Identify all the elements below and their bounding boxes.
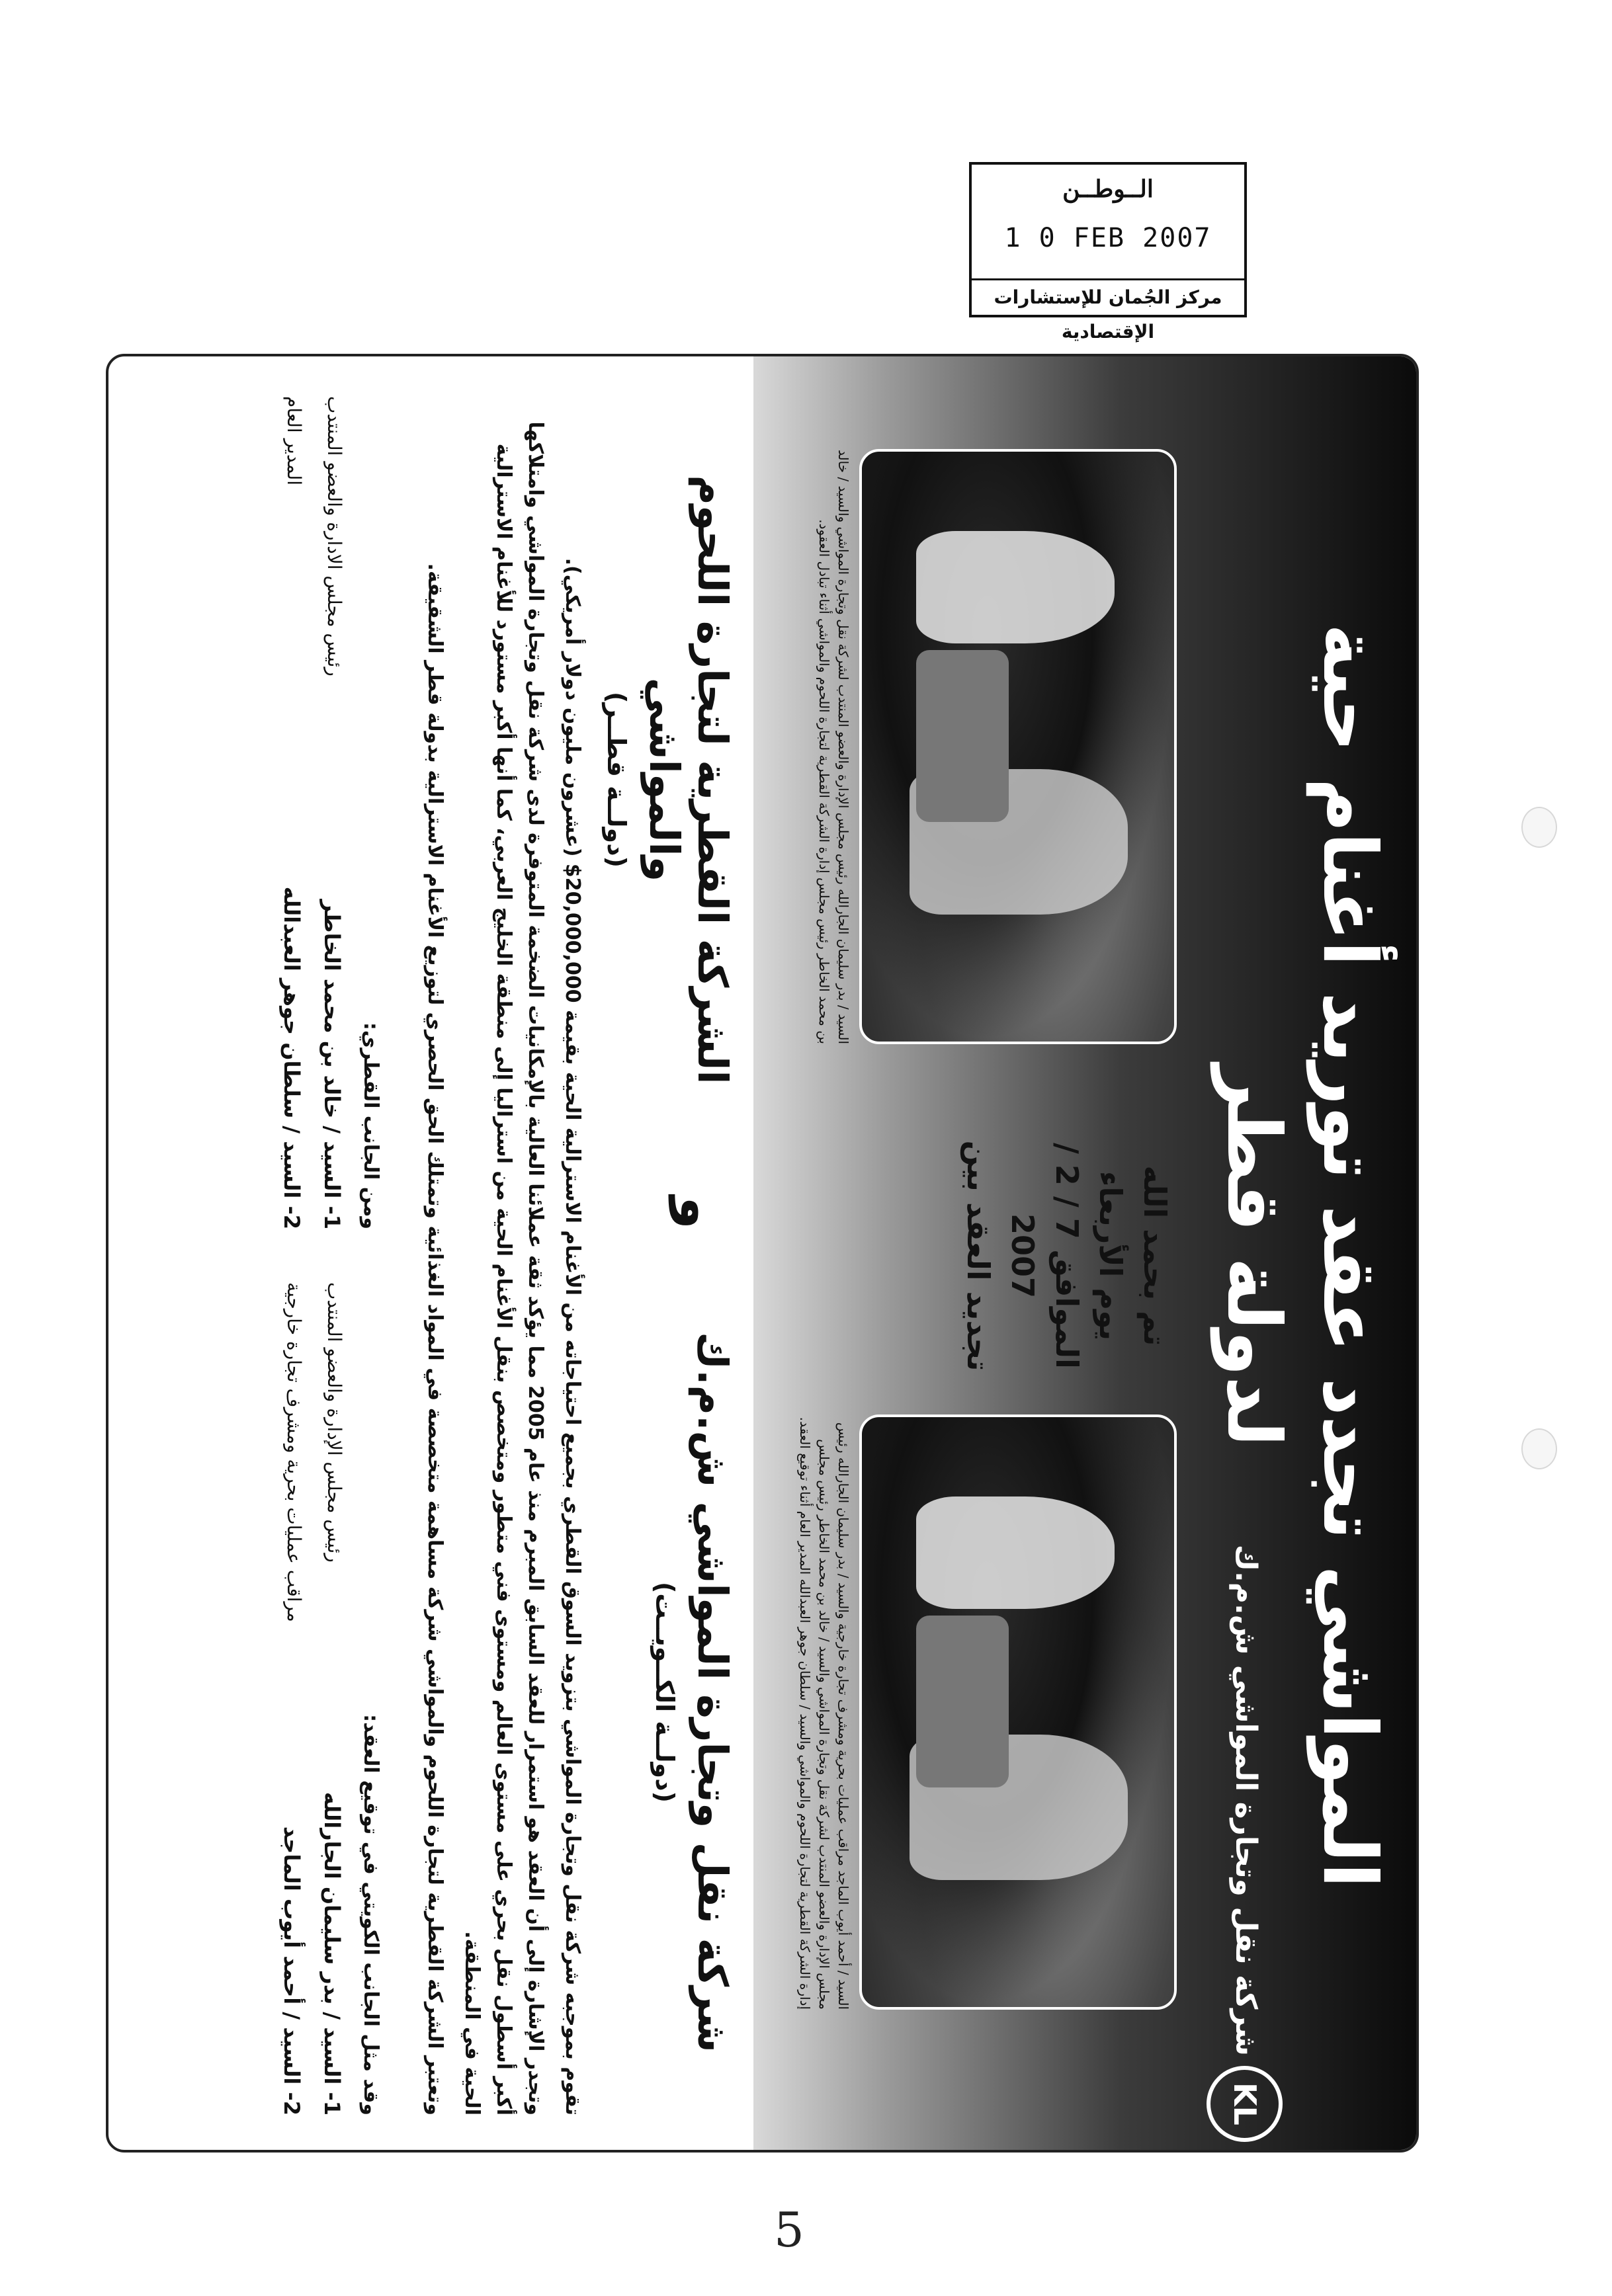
rep-row: [271, 396, 312, 1229]
contract-date-block: [956, 1137, 1177, 1375]
rep-name: 1- السيد / خالد بن محمد الخاطر: [319, 899, 345, 1229]
logo-emblem-icon: KL: [1207, 2066, 1283, 2142]
photo-exchanging-contracts: [859, 449, 1177, 1044]
company-kuwait-country: (دولــة الكــويــت): [650, 1581, 679, 1803]
rep-title: مراقب عمليات بحرية ومشرف تجارة خارجية: [283, 1282, 306, 1622]
photo-caption-right: السيد / أحمد أيوب الماجد مراقب عمليات بحرية ومشرف تجارة خارجية والسيد / بدر سليمان الجارالله رئيس مجلس الإدارة والعضو المنتدب لشركة نقل وتجارة المواشي والسيد / خالد بن محمد الخاطر رئيس مجلس إدارة الشركة القطرية لتجارة اللحوم والمواشي والسيد / سلطان جوهر العبدالله المدير العام أثناء توقيع العقد.: [797, 1416, 851, 2010]
kuwait-reps-intro: وقد مثل الجانب الكويتي في توقيع العقد:: [359, 1714, 382, 2115]
company-qatar: [602, 396, 737, 1163]
rep-title: رئيس مجلس الإدارة والعضو المنتدب: [323, 1282, 345, 1563]
article-body: [413, 396, 588, 2115]
logo-company-name: شركة نقل وتجارة المواشي ش.م.ك: [1229, 1544, 1263, 2056]
company-kuwait-name: شركة نقل وتجارة المواشي ش.م.ك: [689, 1332, 737, 2053]
rep-row: [312, 396, 352, 1229]
headline-line-1: المواشي تجدد عقد توريد أغنام حية: [1306, 624, 1392, 1888]
photo-caption-left: السيد / بدر سليمان الجارالله رئيس مجلس الإدارة والعضو المنتدب لشركة نقل وتجارة المواشي والسيد / خالد بن محمد الخاطر رئيس مجلس إدارة الشركة القطرية لتجارة اللحوم والمواشي أثناء تبادل العقود.: [816, 450, 851, 1044]
center-line-2: الموافق 7 / 2 / 2007: [1004, 1143, 1085, 1369]
body-paragraph-2: وتجدر الإشارة إلى أن العقد هو استمرار للعقد السابق المبرم منذ عام 2005 مما يؤكد ثقة عملائنا العالية بالإمكانيات الضخمة المتوفرة لدى شركة نقل وتجارة المواشي وامتلاكها أكبر أسطول نقل بحري على مستوى العالم ومستوى فني متطور ومتخصص بنقل الأغنام الحية من استراليا إلى منطقة الخليج العربي، كما أنها أكبر مستورد للأغنام الاسترالية الحية في المنطقة.: [460, 421, 547, 2115]
company-qatar-name: الشركة القطرية لتجارة اللحوم والمواشي: [640, 475, 737, 1085]
company-qatar-country: (دولــة قطــر): [602, 692, 631, 868]
rep-row: [312, 1282, 352, 2115]
stamp-agency: مركز الجُمان للإستشارات الإقتصادية: [972, 278, 1244, 315]
punch-hole: [1521, 807, 1557, 848]
punch-hole: [1521, 1428, 1557, 1469]
rep-title: رئيس مجلس الادارة والعضو المنتدب: [323, 396, 345, 676]
newspaper-clipping: [106, 354, 1419, 2152]
center-line-3: تجديد العقد بين: [960, 1140, 997, 1372]
rep-row: [271, 1282, 312, 2115]
rep-name: 2- السيد / أحمد أيوب الماجد: [279, 1826, 305, 2115]
stamp-date: 1 0 FEB 2007: [1004, 223, 1212, 253]
center-line-1: تم بحمد الله يوم الأربعاء: [1093, 1165, 1173, 1346]
photo-signing-contract: [859, 1414, 1177, 2010]
rep-name: 2- السيد / سلطان جوهر العبدالله: [279, 886, 305, 1229]
qatar-reps-intro: ومن الجانب القطري:: [359, 1022, 382, 1229]
headline-line-2: لدولة قطر: [1210, 1065, 1296, 1447]
companies-connector: و: [669, 1196, 730, 1229]
rep-title: المدير العام: [283, 396, 306, 486]
body-paragraph-3: وتعتبر الشركة القطرية لتجارة اللحوم والمواشي شركة مساهمة متخصصة في المواد الغذائية وتمتلك الحق الحصري لتوزيع الأغنام الاسترالية بدولة قطر الشقيقة.: [423, 563, 446, 2115]
company-logo: [1190, 1544, 1283, 2142]
clipping-content: [108, 356, 1419, 2152]
company-kuwait: [650, 1276, 737, 2109]
body-paragraph-1: تقوم بموجبه شركة نقل وتجارة المواشي بتزويد السوق القطري بجميع احتياجاته من الأغنام الاسترالية الحية بقيمة 20,000,000$ (عشرون مليون دولار أمريكي).: [561, 557, 584, 2115]
kuwait-representatives: [271, 1282, 390, 2115]
rep-name: 1- السيد / بدر سليمان الجارالله: [319, 1791, 345, 2115]
page-number: 5: [774, 2202, 804, 2258]
stamp-newspaper-name: الــوطــن: [1062, 175, 1154, 203]
newspaper-stamp: [969, 162, 1247, 343]
qatar-representatives: [271, 396, 390, 1229]
